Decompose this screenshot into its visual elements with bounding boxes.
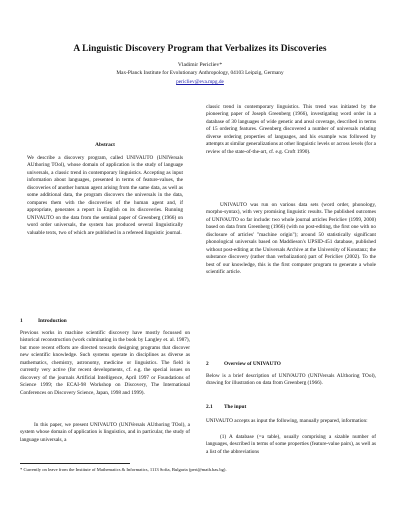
- section-heading-introduction: [20, 318, 190, 325]
- intro-paragraph-1: Previous works in machine scientific discovery have mostly focussed on historical reconstruction (work culminating in the book by Langley et. al. 1987), but more recent efforts are directed towards designing programs that discover new scientific knowledge. Such systems operate in disciplines as diverse as mathematics, chemistry, astronomy, medicine or linguistics. The field is currently very active (for recent developments, cf. e.g. the special issues on discovery of the journals Artificial Intelligence, April 1997 or Foundations of Science 1999; the ECAI-98 Workshop on Discovery, The International Conferences on Discovery Science, Japan, 1998 and 1999).: [20, 330, 190, 396]
- input-paragraph: UNIVAUTO accepts as input the following, manually prepared, information:: [206, 418, 368, 424]
- overview-paragraph: Below is a brief description of UNIVAUTO (UNIVersals AUthoring TOol), drawing for illustration on data from Greenberg (1966).: [206, 373, 376, 387]
- right-paragraph-1: classic trend in contemporary linguistics. This trend was initiated by the pioneering paper of Joseph Greenberg (1966), investigating word order in a database of 30 languages of wide genetic and areal coverage, described in terms of 15 ordering features. Greenberg discovered a number of universals relating diverse ordering properties of languages, and his example was followed by attempts at similar generalizations at other linguistic levels or across levels (for a review of the state-of-the-art, cf. e.g. Croft 1990).: [206, 104, 376, 155]
- email-link[interactable]: pericliev@eva.mpg.de: [176, 79, 224, 85]
- right-paragraph-2: UNIVAUTO was run on various data sets (word order, phonology, morpho-syntax), with very promising linguistic results. The published outcomes of UNIVAUTO so far include: two whole journal articles Pericliev (1999, 2000) based on data from Greenberg (1966) (with no post-editing, the first one with no disclosure of articles' "machine origin"); around 50 statistically significant phonological universals based on Maddieson's UPSID-451 database, published without post-editing at the Universals Archive at the University of Konstanz; the substance discovery (rather than verbalization) part of Pericliev (2002). To the best of our knowledge, this is the first computer program to generate a whole scientific article.: [206, 202, 376, 276]
- footnote: * Currently on leave from the Institute of Mathematics & Informatics, 1113 Sofia, Bulgaria (peri@math.bas.bg).: [20, 467, 227, 472]
- section-heading-overview: [206, 361, 376, 368]
- subsection-number: 2.1: [206, 404, 213, 410]
- author-affiliation: Max-Planck Institute for Evolutionary Anthropology, 04103 Leipzig, Germany: [116, 70, 284, 76]
- subsection-heading-input: [206, 404, 376, 411]
- section-number: 1: [20, 318, 23, 324]
- intro-paragraph-2: In this paper, we present UNIVAUTO (UNIVersals AUthoring TOol), a system whose domain of application is linguistics, and in particular, the study of language universals, a: [20, 422, 190, 443]
- abstract-text: We describe a discovery program, called UNIVAUTO (UNIVersals AUthoring TOol), whose domain of application is the study of language universals, a classic trend in contemporary linguistics. Accepting as input information about languages, presented in terms of feature-values, the discoveries of another human agent arising from the same data, as well as some additional data, the program discovers the universals in the data, compares them with the discoveries of the human agent and, if appropriate, generates a report in English on its discoveries. Running UNIVAUTO on the data from the seminal paper of Greenberg (1966) on word order universals, the system has produced several linguistically valuable texts, two of which are published in a refereed linguistic journal.: [27, 155, 183, 236]
- abstract-heading: Abstract: [95, 142, 115, 148]
- author-name: Vladimir Pericliev*: [177, 62, 223, 68]
- section-title: Introduction: [38, 318, 67, 324]
- author-email[interactable]: [0, 79, 400, 85]
- section-number: 2: [206, 361, 209, 367]
- subsection-title: The input: [224, 404, 247, 410]
- input-item-1: (1) A database (=a table), usually comprising a sizable number of languages, described in terms of some properties (feature-value pairs), as well as a list of the abbreviations: [206, 434, 376, 455]
- footnote-rule: [20, 463, 130, 464]
- paper-title: A Linguistic Discovery Program that Verbalizes its Discoveries: [73, 44, 327, 54]
- section-title: Overview of UNIVAUTO: [224, 361, 281, 367]
